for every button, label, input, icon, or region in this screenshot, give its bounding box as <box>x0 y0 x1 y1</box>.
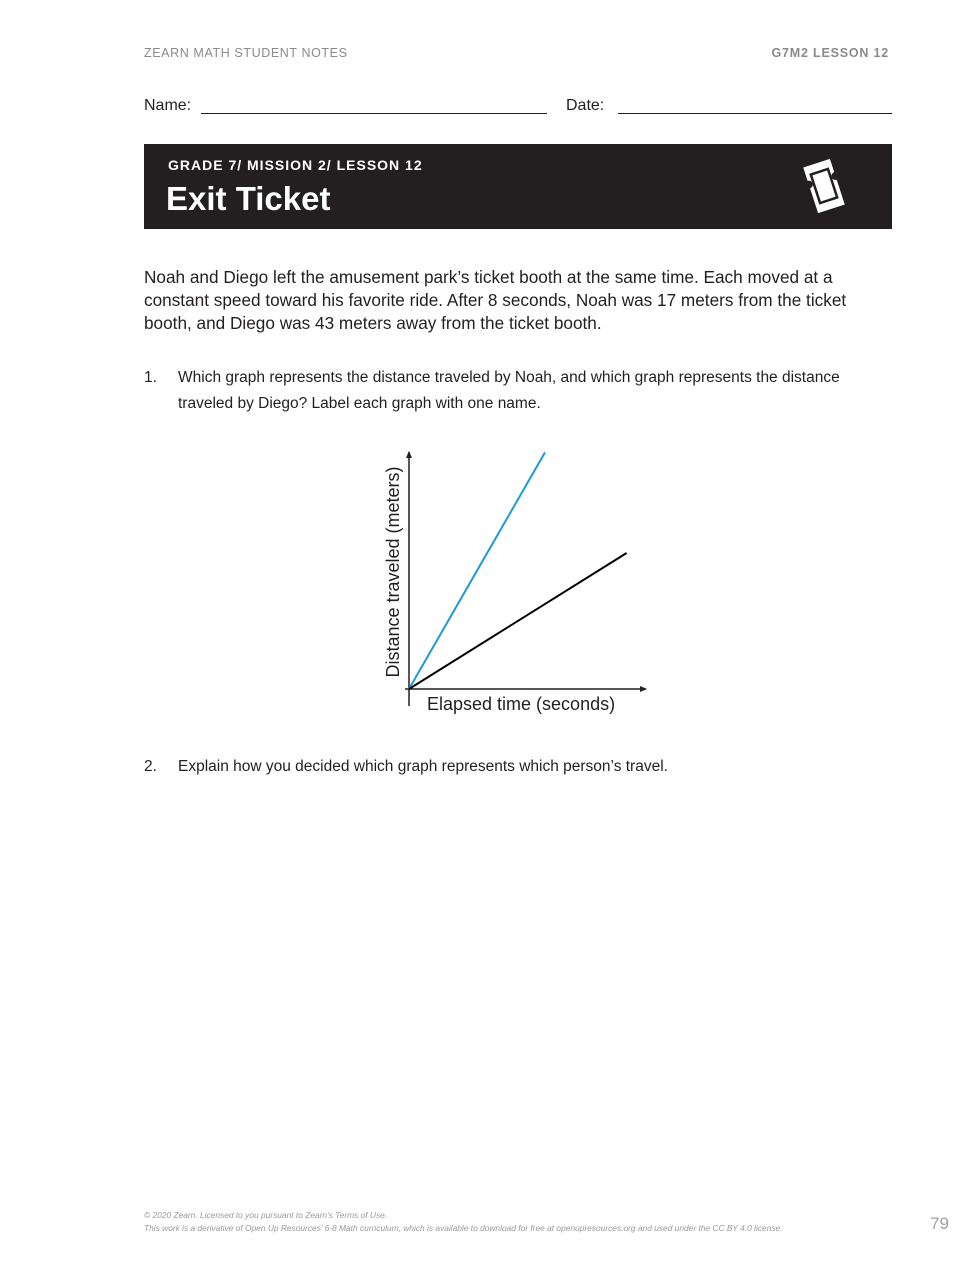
license-notice: This work is a derivative of Open Up Resources’ 6-8 Math curriculum, which is available to download for free at openupresources.org and used under the CC BY 4.0 license. <box>144 1223 783 1233</box>
banner-title: Exit Ticket <box>166 180 331 217</box>
question-1-text: Which graph represents the distance traveled by Noah, and which graph represents the distance traveled by Diego? Label each graph with one name. <box>178 369 840 412</box>
date-label: Date: <box>566 97 605 114</box>
header-left: ZEARN MATH STUDENT NOTES <box>144 46 348 60</box>
series-line-2 <box>409 553 627 689</box>
question-1-number: 1. <box>144 369 157 386</box>
distance-time-graph <box>370 440 660 720</box>
name-label: Name: <box>144 97 192 114</box>
ticket-icon <box>798 156 850 216</box>
answer-area[interactable] <box>144 800 892 1180</box>
y-axis-label: Distance traveled (meters) <box>383 466 403 678</box>
header-right: G7M2 LESSON 12 <box>771 46 889 60</box>
name-field[interactable] <box>201 113 547 114</box>
intro-paragraph: Noah and Diego left the amusement park’s ticket booth at the same time. Each moved at a constant speed toward his favorite ride. After 8 seconds, Noah was 17 meters from the ticket booth, and Diego was 43 meters away from the ticket booth. <box>144 267 847 333</box>
page-number: 79 <box>930 1214 949 1233</box>
x-axis-label: Elapsed time (seconds) <box>427 694 616 714</box>
question-2-text: Explain how you decided which graph represents which person’s travel. <box>178 758 668 775</box>
question-2-number: 2. <box>144 758 157 775</box>
series-line-1 <box>409 452 545 689</box>
date-field[interactable] <box>618 113 892 114</box>
banner-subtitle: GRADE 7/ MISSION 2/ LESSON 12 <box>168 157 423 173</box>
copyright-notice: © 2020 Zearn. Licensed to you pursuant to Zearn’s Terms of Use. <box>144 1210 388 1220</box>
exit-ticket-banner <box>144 144 892 229</box>
